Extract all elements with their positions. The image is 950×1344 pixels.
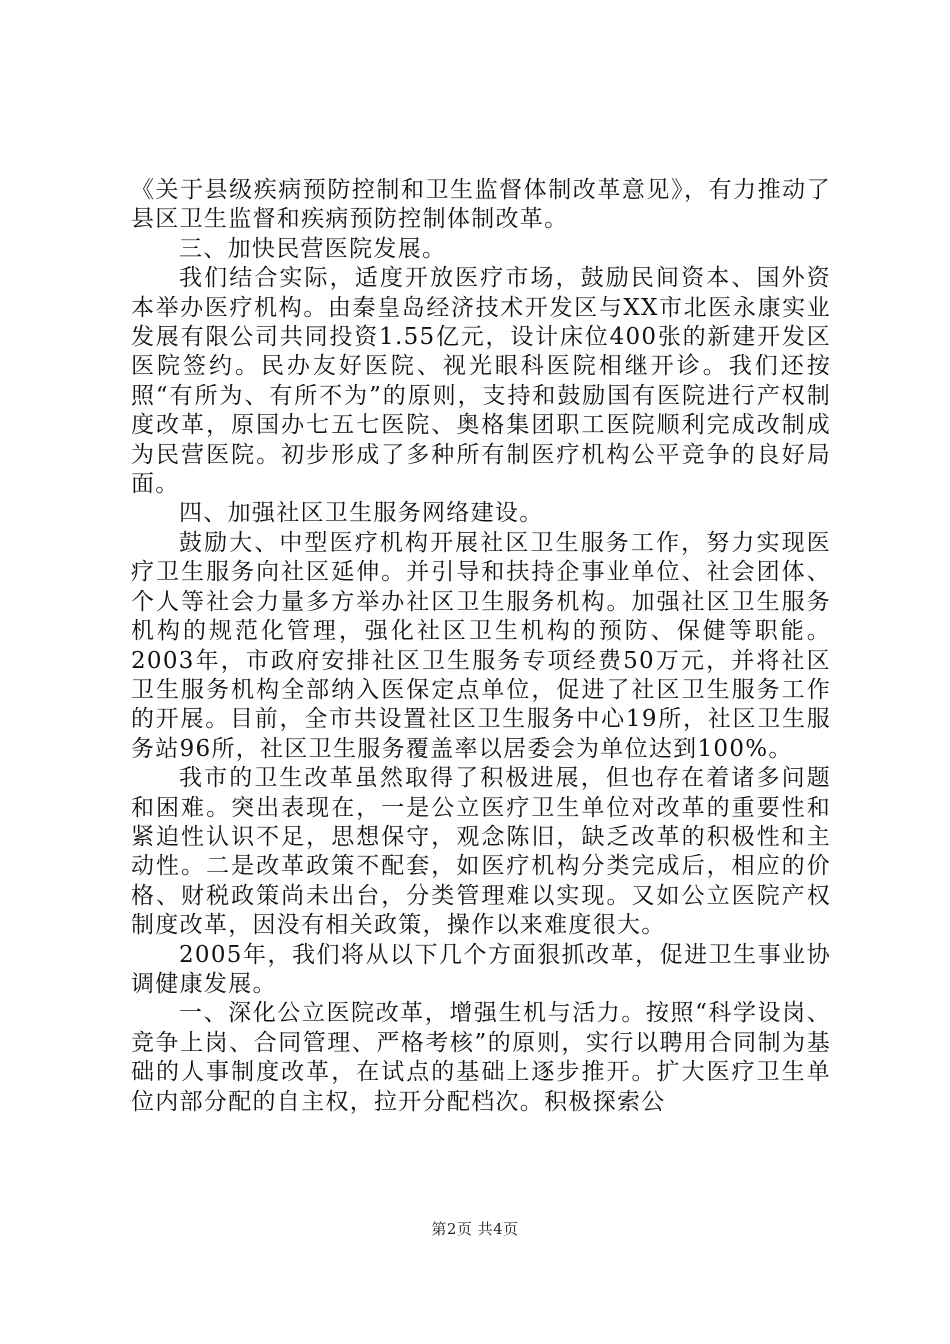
- document-body: [131, 176, 831, 1117]
- paragraph: 《关于县级疾病预防控制和卫生监督体制改革意见》，有力推动了县区卫生监督和疾病预防控制体制改革。: [131, 177, 831, 233]
- paragraph: 一、深化公立医院改革，增强生机与活力。按照“科学设岗、竞争上岗、合同管理、严格考核”的原则，实行以聘用合同制为基础的人事制度改革，在试点的基础上逐步推开。扩大医疗卫生单位内部分配的自主权，拉开分配档次。积极探索公: [131, 1000, 831, 1115]
- section-heading: 三、加快民营医院发展。: [179, 235, 447, 262]
- paragraph: 我市的卫生改革虽然取得了积极进展，但也存在着诸多问题和困难。突出表现在，一是公立医疗卫生单位对改革的重要性和紧迫性认识不足，思想保守，观念陈旧，缺乏改革的积极性和主动性。二是改革政策不配套，如医疗机构分类完成后，相应的价格、财税政策尚未出台，分类管理难以实现。又如公立医院产权制度改革，因没有相关政策，操作以来难度很大。: [131, 765, 831, 939]
- paragraph: 2005年，我们将从以下几个方面狠抓改革，促进卫生事业协调健康发展。: [131, 941, 831, 997]
- paragraph: 我们结合实际，适度开放医疗市场，鼓励民间资本、国外资本举办医疗机构。由秦皇岛经济技术开发区与XX市北医永康实业发展有限公司共同投资1.55亿元，设计床位400张的新建开发区医院签约。民办友好医院、视光眼科医院相继开诊。我们还按照“有所为、有所不为”的原则，支持和鼓励国有医院进行产权制度改革，原国办七五七医院、奥格集团职工医院顺利完成改制成为民营医院。初步形成了多种所有制医疗机构公平竞争的良好局面。: [131, 265, 831, 498]
- section-heading: 四、加强社区卫生服务网络建设。: [179, 500, 544, 527]
- page-number-footer: 第2页 共4页: [431, 1220, 519, 1238]
- paragraph: 鼓励大、中型医疗机构开展社区卫生服务工作，努力实现医疗卫生服务向社区延伸。并引导和扶持企事业单位、社会团体、个人等社会力量多方举办社区卫生服务机构。加强社区卫生服务机构的规范化管理，强化社区卫生机构的预防、保健等职能。2003年，市政府安排社区卫生服务专项经费50万元，并将社区卫生服务机构全部纳入医保定点单位，促进了社区卫生服务工作的开展。目前，全市共设置社区卫生服务中心19所，社区卫生服务站96所，社区卫生服务覆盖率以居委会为单位达到100%。: [131, 529, 831, 762]
